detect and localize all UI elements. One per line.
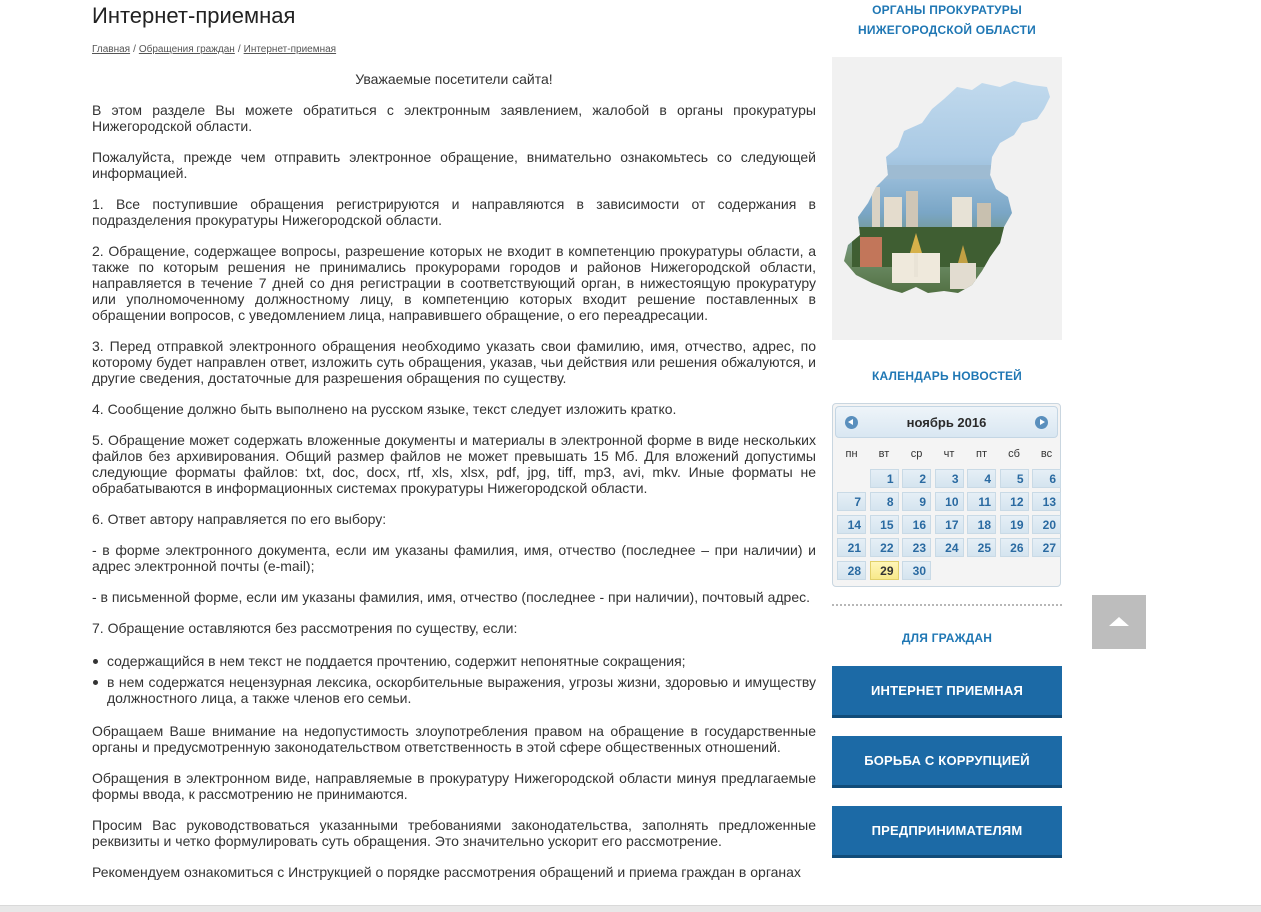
calendar-day[interactable]: 10 xyxy=(935,492,964,511)
rejection-reasons-list xyxy=(92,653,816,706)
region-heading-link[interactable] xyxy=(832,0,1062,40)
calendar-day[interactable]: 2 xyxy=(902,469,931,488)
calendar-day[interactable]: 19 xyxy=(1000,515,1029,534)
calendar-day[interactable]: 11 xyxy=(967,492,996,511)
weekday-label: вт xyxy=(878,448,890,460)
region-heading-line: ОРГАНЫ ПРОКУРАТУРЫ xyxy=(872,3,1022,17)
calendar-day[interactable]: 17 xyxy=(935,515,964,534)
calendar-day[interactable]: 30 xyxy=(902,561,931,580)
article-paragraph: - в форме электронного документа, если им указаны фамилия, имя, отчество (последнее – при наличии) и адрес электронной почты (e-mail); xyxy=(92,542,816,574)
weekday-label: сб xyxy=(1008,448,1020,460)
calendar-day[interactable]: 1 xyxy=(870,469,899,488)
weekday-label: пт xyxy=(976,448,987,460)
breadcrumb xyxy=(92,44,336,55)
article-paragraph: Просим Вас руководствоваться указанными требованиями законодательства, заполнять предложенные реквизиты и четко формулировать суть обращения. Это значительно ускорит его рассмотрение. xyxy=(92,817,816,849)
calendar-day[interactable]: 15 xyxy=(870,515,899,534)
calendar-day[interactable]: 27 xyxy=(1032,538,1061,557)
weekday-label: чт xyxy=(943,448,955,460)
article-greeting: Уважаемые посетители сайта! xyxy=(355,71,553,87)
calendar-day[interactable]: 13 xyxy=(1032,492,1061,511)
article-paragraph: Обращения в электронном виде, направляемые в прокуратуру Нижегородской области минуя предлагаемые формы ввода, к рассмотрению не принимаются. xyxy=(92,770,816,802)
scroll-to-top-button[interactable] xyxy=(1092,595,1146,649)
weekday-label: вс xyxy=(1040,448,1053,460)
article-paragraph: В этом разделе Вы можете обратиться с электронным заявлением, жалобой в органы прокуратуры Нижегородской области. xyxy=(92,102,816,134)
article-paragraph: Рекомендуем ознакомиться с Инструкцией о порядке рассмотрения обращений и приема граждан в органах xyxy=(92,864,801,880)
calendar-day[interactable]: 12 xyxy=(1000,492,1029,511)
calendar-header xyxy=(835,406,1058,438)
region-map-image[interactable] xyxy=(832,57,1062,340)
breadcrumb-separator: / xyxy=(133,44,136,55)
calendar-day[interactable]: 7 xyxy=(837,492,866,511)
calendar-day[interactable]: 23 xyxy=(902,538,931,557)
citizens-heading: ДЛЯ ГРАЖДАН xyxy=(901,631,993,645)
article-paragraph: 7. Обращение оставляются без рассмотрения по существу, если: xyxy=(92,620,518,636)
calendar-day[interactable]: 28 xyxy=(837,561,866,580)
article-paragraph: 3. Перед отправкой электронного обращения необходимо указать свои фамилию, имя, отчество, адрес, по которому будет направлен ответ, изложить суть обращения, указав, чьи действия или решения обжалуются, и другие сведения, достаточные для разрешения обращения по существу. xyxy=(92,338,816,386)
horizontal-scrollbar[interactable] xyxy=(0,905,1261,912)
chevron-right-icon[interactable] xyxy=(1035,416,1048,429)
calendar-day[interactable]: 22 xyxy=(870,538,899,557)
breadcrumb-separator: / xyxy=(237,44,241,55)
article-paragraph: 4. Сообщение должно быть выполнено на русском языке, текст следует изложить кратко. xyxy=(92,401,677,417)
calendar-day[interactable]: 21 xyxy=(837,538,866,557)
article-paragraph: 2. Обращение, содержащее вопросы, разрешение которых не входит в компетенцию прокуратуры области, а также по которым решения не принимались прокурорами городов и районов Нижегородской области, направляется в течение 7 дней со дня регистрации в соответствующий орган, в нижестоящую прокуратуру или уполномоченному должностному лицу, в компетенцию которых входит решение поставленных в обращении вопросов, с уведомлением лица, направившего обращение, о его переадресации. xyxy=(92,243,816,323)
calendar-day[interactable]: 16 xyxy=(902,515,931,534)
page-title: Интернет-приемная xyxy=(92,3,296,28)
calendar-day[interactable]: 4 xyxy=(967,469,996,488)
internet-reception-button[interactable]: ИНТЕРНЕТ ПРИЕМНАЯ xyxy=(832,666,1062,718)
news-calendar xyxy=(832,403,1061,587)
entrepreneurs-button[interactable]: ПРЕДПРИНИМАТЕЛЯМ xyxy=(832,806,1062,858)
article-paragraph: Пожалуйста, прежде чем отправить электронное обращение, внимательно ознакомьтесь со следующей информацией. xyxy=(92,149,816,181)
calendar-day[interactable]: 5 xyxy=(1000,469,1029,488)
breadcrumb-current-link[interactable]: Интернет-приемная xyxy=(243,44,337,55)
weekday-label: пн xyxy=(845,448,858,460)
article-paragraph: 6. Ответ автору направляется по его выбору: xyxy=(92,511,387,527)
article-paragraph: - в письменной форме, если им указаны фамилия, имя, отчество (последнее - при наличии), почтовый адрес. xyxy=(92,589,810,605)
arrow-up-icon xyxy=(1109,617,1129,626)
calendar-day[interactable]: 9 xyxy=(902,492,931,511)
divider xyxy=(832,604,1062,606)
article-paragraph: Обращаем Ваше внимание на недопустимость злоупотребления правом на обращение в государственные органы и предусмотренную законодательством ответственность в этой сфере общественных отношений. xyxy=(92,723,816,755)
calendar-day[interactable]: 24 xyxy=(935,538,964,557)
calendar-day[interactable]: 8 xyxy=(870,492,899,511)
breadcrumb-appeals-link[interactable]: Обращения граждан xyxy=(138,44,235,55)
list-item: в нем содержатся нецензурная лексика, оскорбительные выражения, угрозы жизни, здоровью и имуществу должностного лица, а также членов его семьи. xyxy=(92,674,816,706)
article-paragraph: 1. Все поступившие обращения регистрируются и направляются в зависимости от содержания в подразделения прокуратуры Нижегородской области. xyxy=(92,196,816,228)
calendar-day[interactable]: 6 xyxy=(1032,469,1061,488)
anti-corruption-button[interactable]: БОРЬБА С КОРРУПЦИЕЙ xyxy=(832,736,1062,788)
calendar-day[interactable]: 20 xyxy=(1032,515,1061,534)
breadcrumb-home-link[interactable]: Главная xyxy=(92,44,131,55)
article-paragraph: 5. Обращение может содержать вложенные документы и материалы в электронной форме в виде нескольких файлов без архивирования. Общий размер файлов не может превышать 15 Мб. Для вложений допустимы следующие форматы файлов: txt, doc, docx, rtf, xls, xlsx, pdf, jpg, tiff, mp3, avi, mkv. Иные форматы не обрабатываются в информационных системах прокуратуры Нижегородской области. xyxy=(92,432,816,496)
calendar-day[interactable]: 3 xyxy=(935,469,964,488)
region-heading-line: НИЖЕГОРОДСКОЙ ОБЛАСТИ xyxy=(858,23,1036,37)
region-map-illustration xyxy=(832,57,1062,340)
calendar-day[interactable]: 18 xyxy=(967,515,996,534)
calendar-month-label: ноябрь 2016 xyxy=(906,415,987,430)
calendar-day[interactable]: 14 xyxy=(837,515,866,534)
calendar-day[interactable]: 25 xyxy=(967,538,996,557)
weekday-label: ср xyxy=(910,448,923,460)
article-body xyxy=(92,71,816,895)
calendar-day[interactable]: 26 xyxy=(1000,538,1029,557)
calendar-day-today[interactable]: 29 xyxy=(870,561,899,580)
list-item: содержащийся в нем текст не поддается прочтению, содержит непонятные сокращения; xyxy=(92,653,816,669)
calendar-heading: КАЛЕНДАРЬ НОВОСТЕЙ xyxy=(871,369,1023,383)
